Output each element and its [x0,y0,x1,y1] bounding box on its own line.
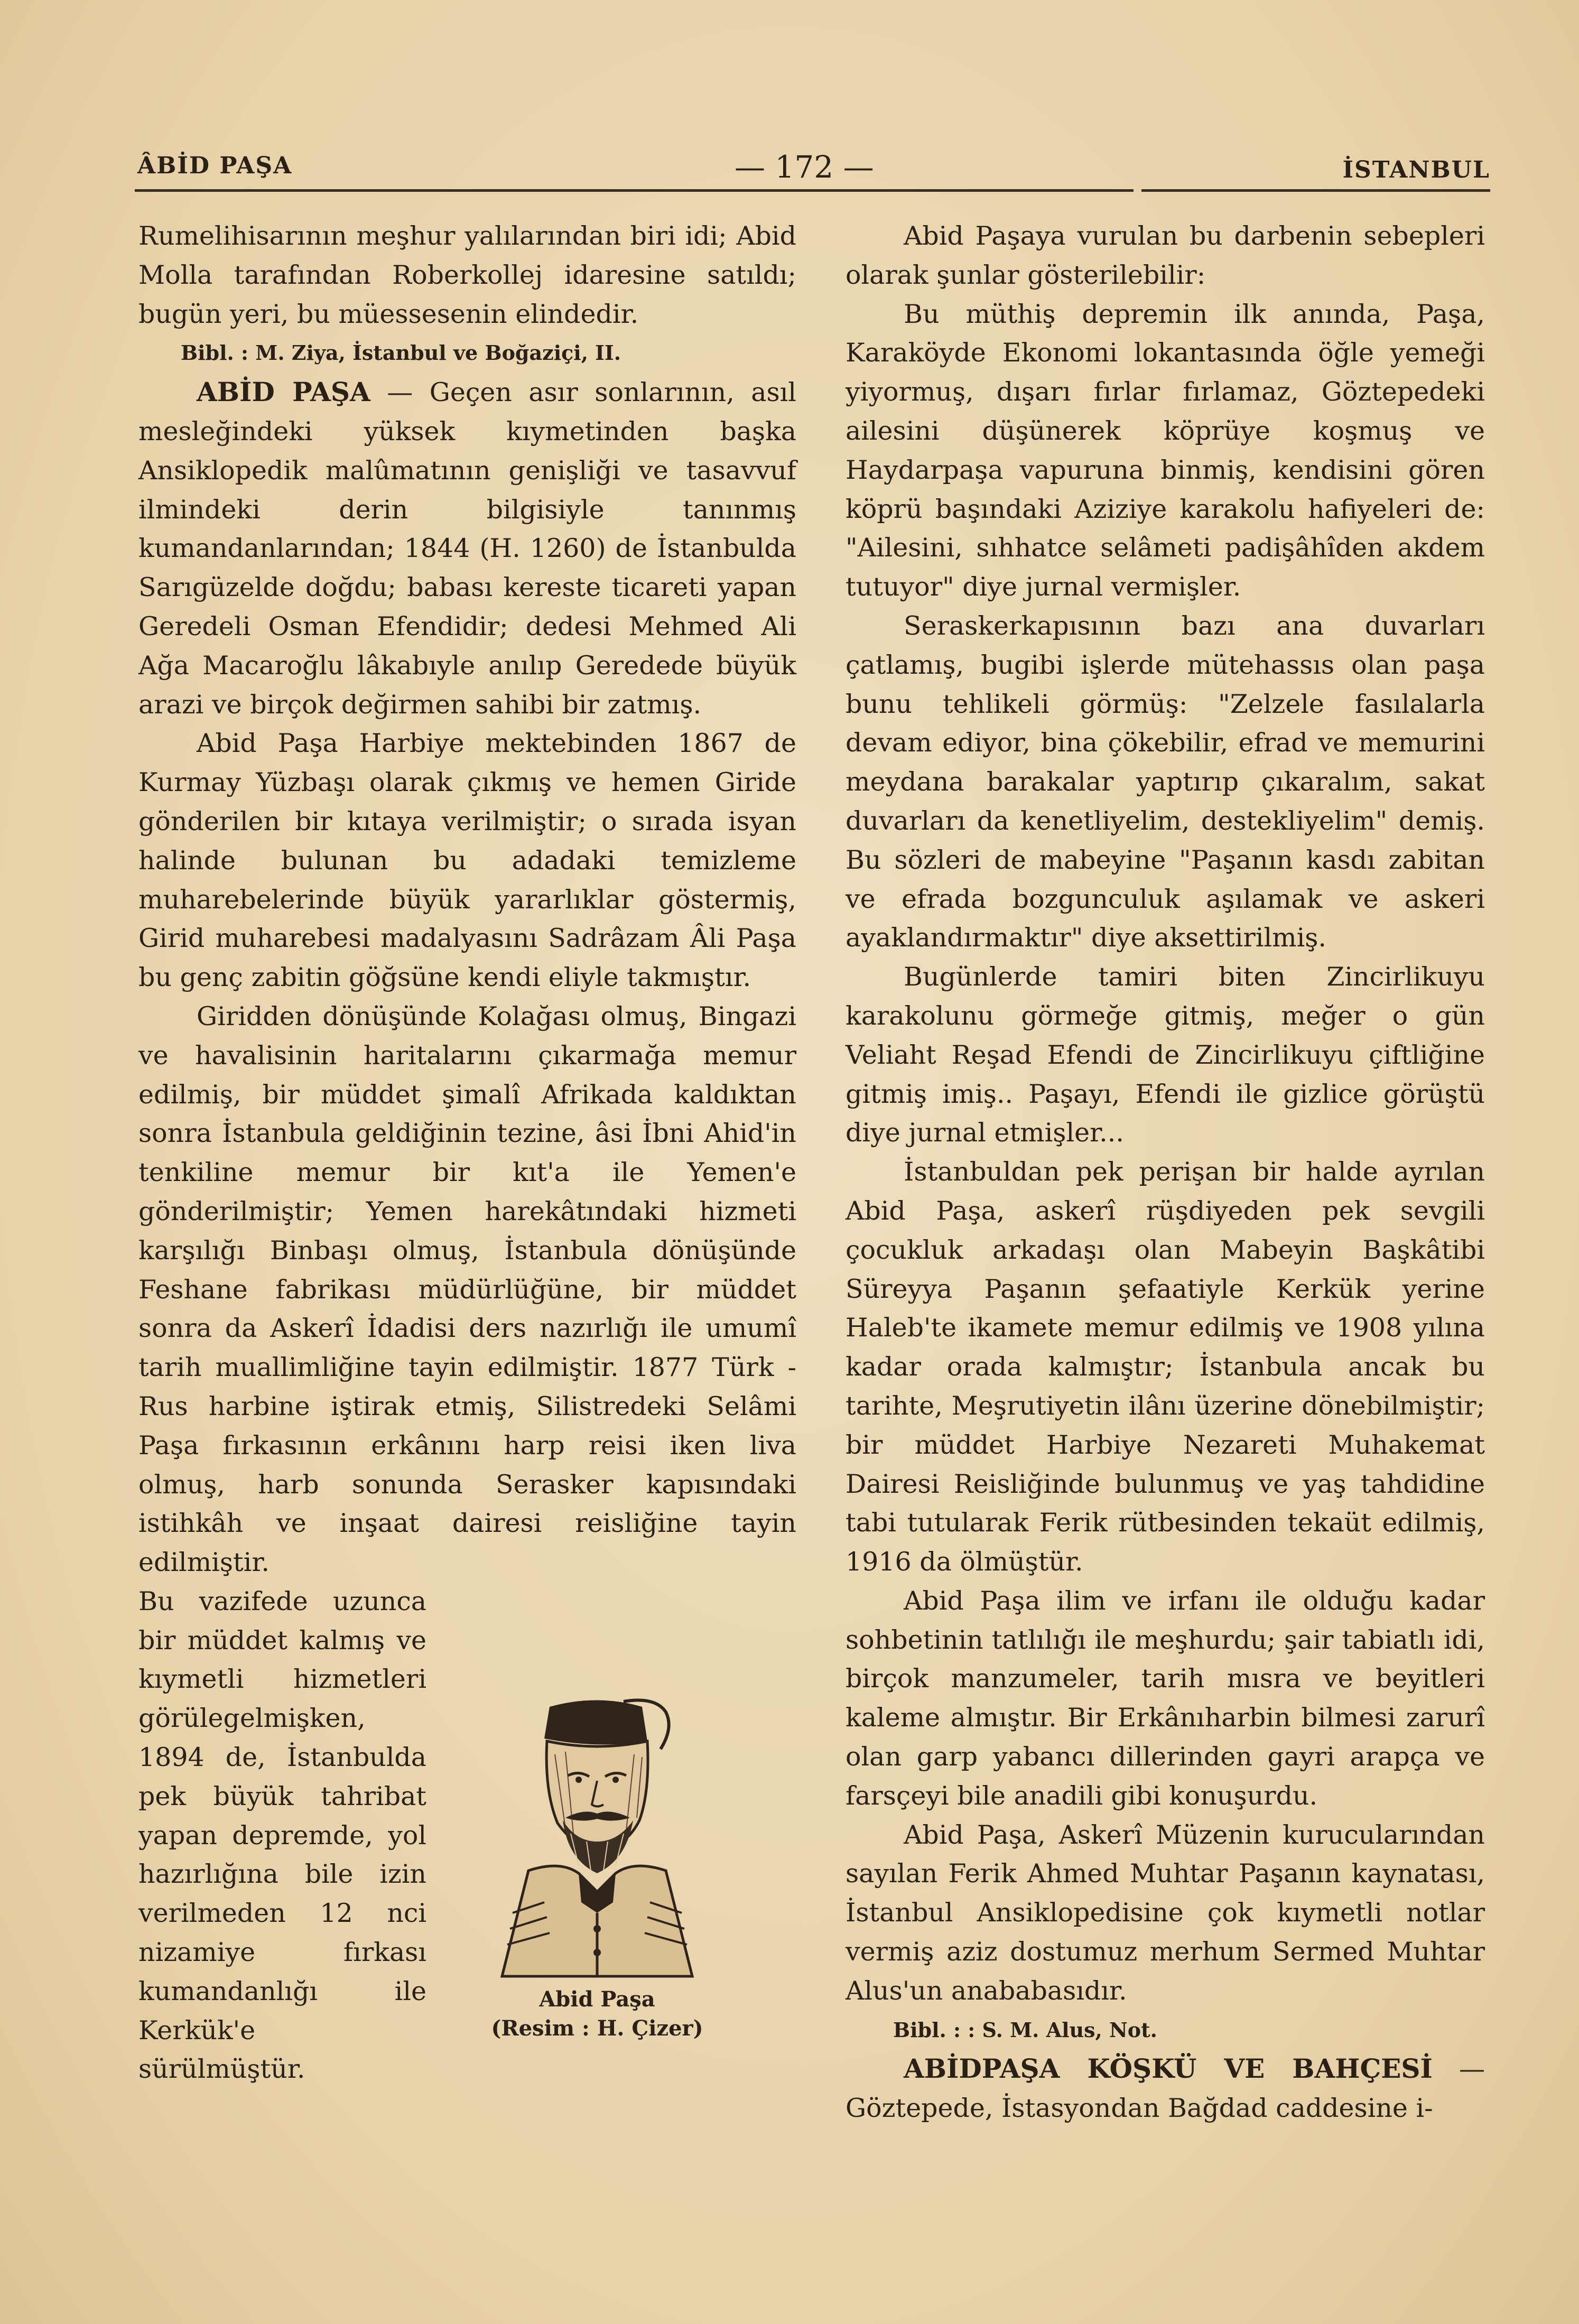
entry-paragraph [846,2049,1485,2128]
entry-title: ABİD PAŞA [197,376,370,408]
portrait-credit: (Resim : H. Çizer) [491,2016,703,2041]
entry-title: ABİDPAŞA KÖŞKÜ VE BAHÇESİ [904,2053,1433,2085]
paragraph: Rumelihisarının meşhur yalılarından biri idi; Abid Molla tarafından Roberkollej idaresine satıldı; bugün yeri, bu müessesenin elindedir. [138,221,796,329]
paragraph: Abid Paşa ilim ve irfanı ile olduğu kadar sohbetinin tatlılığı ile meşhurdu; şair tabiatlı idi, birçok manzumeler, tarih mısra ve beyitleri kaleme almıştır. Bir Erkânıharbin bilmesi zarurî olan garp yabancı dillerinden gayri arapça ve farsçeyi bile anadili gibi konuşurdu. [846,1585,1485,1811]
portrait-caption: Abid Paşa [539,1987,655,2012]
paragraph: Bugünlerde tamiri biten Zincirlikuyu karakolunu görmeğe gitmiş, meğer o gün Veliaht Reşad Efendi de Zincirlikuyu çiftliğine gitmiş imiş.. Paşayı, Efendi ile gizlice görüştü diye jurnal etmişler... [846,962,1485,1148]
header-rule-right [1141,189,1490,192]
paragraph: Abid Paşa, Askerî Müzenin kurucularından sayılan Ferik Ahmed Muhtar Paşanın kaynatası, İstanbul Ansiklopedisine çok kıymetli notlar vermiş aziz dostumuz merhum Sermed Muhtar Alus'un anababasıdır. [846,1819,1485,2006]
paragraph: Giridden dönüşünde Kolağası olmuş, Bingazi ve havalisinin haritalarını çıkarmağa memur edilmiş, bir müddet şimalî Afrikada kaldıktan sonra İstanbula geldiğinin tezine, âsi İbni Ahid'in tenkiline memur bir kıt'a ile Yemen'e gönderilmiştir; Yemen harekâtındaki hizmeti karşılığı Binbaşı olmuş, İstanbula dönüşünde Feshane fabrikası müdürlüğüne, bir müddet sonra da Askerî İdadisi ders nazırlığı ile umumî tarih muallimliğine tayin edilmiştir. 1877 Türk - Rus harbine iştirak etmiş, Silistredeki Selâmi Paşa fırkasının erkânını harp reisi iken liva olmuş, harb sonunda Serasker kapısındaki istihkâh ve inşaat dairesi reisliğine tayin edilmiştir. [138,1001,796,1578]
paragraph: İstanbuldan pek perişan bir halde ayrılan Abid Paşa, askerî rüşdiyeden pek sevgili çocukluk arkadaşı olan Mabeyin Başkâtibi Süreyya Paşanın şefaatiyle Kerkük yerine Haleb'te ikamete memur edilmiş ve 1908 yılına kadar orada kalmıştır; İstanbula ancak bu tarihte, Meşrutiyetin ilânı üzerine dönebilmiştir; bir müddet Harbiye Nezareti Muhakemat Dairesi Reisliğinde bulunmuş ve yaş tahdidine tabi tutularak Ferik rütbesinden tekaüt edilmiş, 1916 da ölmüştür. [846,1157,1485,1577]
portrait-drawing [465,1691,729,1987]
running-header [137,142,1490,189]
bibliography: Bibl. : M. Ziya, İstanbul ve Boğaziçi, II. [181,341,621,365]
entry-text: — Göztepede, İstasyondan Bağdad caddesine i- [846,2054,1485,2124]
header-rule-left [135,189,1134,192]
header-volume-title: İSTANBUL [1342,156,1490,183]
right-column [846,217,1485,2128]
paragraph: Bu müthiş depremin ilk anında, Paşa, Karaköyde Ekonomi lokantasında öğle yemeği yiyormuş, dışarı fırlar fırlamaz, Göztepedeki ailesini düşünerek köprüye koşmuş ve Haydarpaşa vapuruna binmiş, kendisini gören köprü başındaki Aziziye karakolu hafiyeleri de: "Ailesini, sıhhatce selâmeti padişâhîden akdem tutuyor" diye jurnal vermişler. [846,299,1485,602]
bibliography: Bibl. : : S. M. Alus, Not. [893,2018,1157,2042]
portrait-illustration [465,1691,729,2061]
entry-paragraph [138,373,796,724]
paragraph: Abid Paşaya vurulan bu darbenin sebepleri olarak şunlar gösterilebilir: [846,221,1485,290]
header-entry-name: ÂBİD PAŞA [137,152,293,179]
paragraph: Abid Paşa Harbiye mektebinden 1867 de Kurmay Yüzbaşı olarak çıkmış ve hemen Giride gönderilen bir kıtaya verilmiştir; o sırada isyan halinde bulunan bu adadaki temizleme muharebelerinde büyük yararlıklar göstermiş, Girid muharebesi madalyasını Sadrâzam Âli Paşa bu genç zabitin göğsüne kendi eliyle takmıştır. [138,728,796,993]
page-number: — 172 — [735,149,874,185]
paragraph: Seraskerkapısının bazı ana duvarları çatlamış, bugibi işlerde mütehassıs olan paşa bunu tehlikeli görmüş: "Zelzele fasılalarla devam ediyor, bina çökebilir, efrad ve memurini meydana barakalar yaptırıp çıkaralım, sakat duvarları da kenetliyelim, destekliyelim" demiş. Bu sözleri de mabeyine "Paşanın kasdı zabitan ve efrada bozgunculuk aşılamak ve askeri ayaklandırmaktır" diye aksettirilmiş. [846,610,1485,953]
paragraph: Bu vazifede uzunca bir müddet kalmış ve kıymetli hizmetleri görülegelmişken, 1894 de, İstanbulda pek büyük tahribat yapan depremde, yol hazırlığına bile izin verilmeden 12 nci nizamiye fırkası kumandanlığı ile Kerkük'e sürülmüştür. [138,1586,426,2085]
entry-text: — Geçen asır sonlarının, asıl mesleğindeki yüksek kıymetinden başka Ansiklopedik malûmatının genişliği ve tasavvuf ilmindeki derin bilgisiyle tanınmış kumandanlarından; 1844 (H. 1260) de İstanbulda Sarıgüzelde doğdu; babası kereste ticareti yapan Geredeli Osman Efendidir; dedesi Mehmed Ali Ağa Macaroğlu lâkabıyle anılıp Geredede büyük arazi ve birçok değirmen sahibi bir zatmış. [138,377,796,720]
